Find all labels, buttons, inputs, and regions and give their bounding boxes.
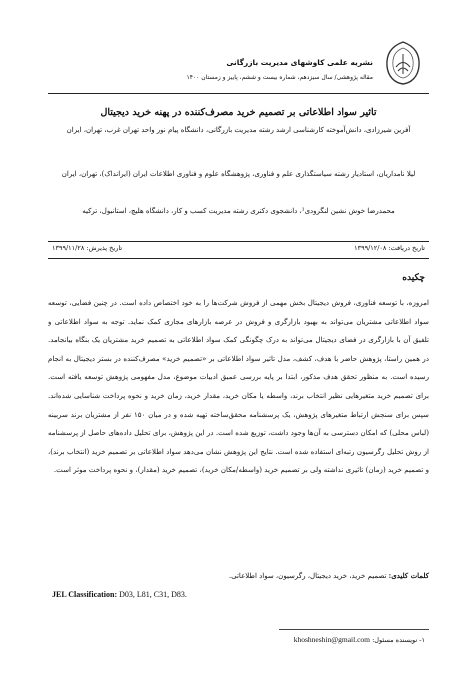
received-date: تاریخ دریافت: ۱۳۹۹/۱۲/۰۸ (354, 244, 425, 252)
jel-classification (52, 590, 187, 599)
journal-header (40, 34, 429, 92)
article-title: تاثیر سواد اطلاعاتی بر تصمیم خرید مصرف‌کننده در پهنه خرید دیجیتال (100, 107, 377, 118)
journal-name: نشریه علمی کاوشهای مدیریت بازرگانی (226, 58, 373, 67)
author-affiliation: آفرین شیرزادی، دانش‌آموخته کارشناسی ارشد رشته مدیریت بازرگانی، دانشگاه پیام نور واحد تهران غرب، تهران، ایران (66, 126, 411, 134)
journal-issue: مقاله پژوهشی/ سال سیزدهم، شماره بیست و ششم، پاییز و زمستان ۱۴۰۰ (186, 74, 373, 81)
footnote-label: ۱- نویسنده مسئول: (372, 636, 425, 644)
author-email[interactable]: khoshneshin@gmail.com (293, 635, 371, 644)
keywords-text: تصمیم خرید، خرید دیجیتال، رگرسیون، سواد اطلاعاتی. (228, 572, 387, 580)
abstract-body: امروزه، با توسعه فناوری، فروش دیجیتال بخش مهمی از فروش شرکت‌ها را به خود اختصاص داده است. در چنین فضایی، توسعه سواد اطلاعاتی مشتریان می‌تواند به بهبود بازارگری و فروش در عرصه بازارهای مجازی کمک نماید. توجه به سواد اطلاعاتی و تلفیق آن با بازارگری در فضای دیجیتال می‌تواند به درک چگونگی کمک سواد اطلاعاتی به تصمیم خرید مشتریان یک بنگاه بیانجامد. در همین راستا، پژوهش حاضر با هدف، کشف، مدل تاثیر سواد اطلاعاتی بر «تصمیم خرید» مصرف‌کننده در بستر دیجیتال به انجام رسیده است. به منظور تحقق هدف مذکور، ابتدا بر پایه بررسی عمیق ادبیات موضوع، مدل مفهومی پژوهش توسعه یافته است. برای تصمیم خرید متغیرهایی نظیر انتخاب برند، واسطه یا مکان خرید، مقدار خرید، زمان خرید و نحوه پرداخت شناسایی شده‌اند. سپس برای سنجش ارتباط متغیرهای پژوهش، یک پرسشنامه محقق‌ساخته تهیه شده و در میان ۱۵۰ نفر از مشتریان برند سربینه (لباس محلی) که امکان دسترسی به آن‌ها وجود داشت، توزیع شده است. در این پژوهش، برای تحلیل داده‌های حاصل از پرسشنامه از روش تحلیل رگرسیون رتبه‌ای استفاده شده است. نتایج این پژوهش نشان می‌دهد سواد اطلاعاتی بر تصمیم خرید (انتخاب برند)، و تصمیم خرید (زمان) تاثیری نداشته ولی بر تصمیم خرید (واسطه/مکان خرید)، تصمیم خرید (مقدار)، و نحوه پرداخت موثر است. (48, 298, 429, 475)
jel-label: JEL Classification: (52, 590, 118, 599)
university-logo-icon (383, 40, 423, 86)
author-affiliation: محمدرضا خوش نشین لنگرودی¹، دانشجوی دکتری رشته مدیریت کسب و کار، دانشگاه هلیچ، استانبول، ترکیه (82, 207, 395, 215)
footnote (294, 635, 425, 644)
author-affiliation: لیلا نامداریان، استادیار رشته سیاستگذاری علم و فناوری، پژوهشگاه علوم و فناوری اطلاعات ایران (ایرانداک)، تهران، ایران (61, 170, 416, 178)
dates-divider-bottom (48, 258, 429, 259)
accepted-date: تاریخ پذیرش: ۱۳۹۹/۱۱/۲۸ (52, 244, 123, 252)
keywords-label: کلمات کلیدی: (388, 571, 429, 580)
header-divider (48, 93, 429, 94)
abstract-heading: چکیده (402, 273, 425, 283)
keywords (48, 571, 429, 580)
dates-divider-top (48, 241, 429, 242)
jel-codes: D03, L81, C31, D83. (119, 590, 187, 599)
footnote-divider (279, 629, 429, 630)
